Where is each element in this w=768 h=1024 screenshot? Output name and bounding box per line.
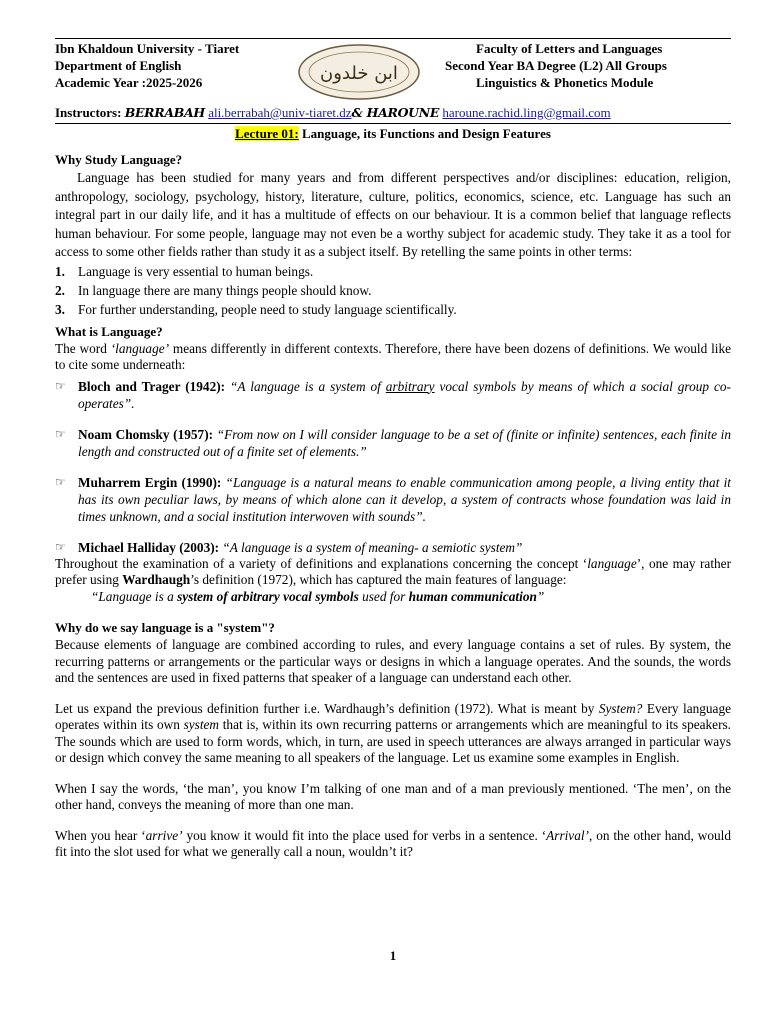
page-header (55, 0, 731, 104)
list-item: 2. In language there are many things people should know. (55, 282, 372, 298)
section-heading: What is Language? (55, 323, 163, 339)
hand-pointer-icon: ☞ (55, 539, 66, 554)
instructor-email-link[interactable]: haroune.rachid.ling@gmail.com (442, 105, 611, 120)
definition-quote: “Language is a system of arbitrary vocal symbols used for human communication” (91, 588, 545, 604)
instructor-name: BERRABAH (124, 105, 205, 120)
section-heading: Why do we say language is a "system"? (55, 620, 275, 635)
paragraph: When I say the words, ‘the man’, you know I’m talking of one man and of a man previously mentioned. ‘The men’, on the other hand, conveys the meaning of more than one man. (55, 780, 731, 812)
header-right (445, 40, 667, 91)
instructors-line (55, 104, 731, 121)
paragraph: Let us expand the previous definition further i.e. Wardhaugh’s definition (1972). What is meant by System? Every language operates within its own system that is, within its own recurring patterns or arrangements which are meaningful to its speakers. The sounds which are used to form words, which, in turn, are used in speech utterances are always arranged in particular ways or design which convey the same meaning to all speakers of the language. Let us examine some examples in English. (55, 700, 732, 765)
module-name: Linguistics & Phonetics Module (476, 75, 654, 90)
definition-item: ☞ Noam Chomsky (1957): “From now on I will consider language to be a set of (finite or infinite) sentences, each finite in length and constructed out of a finite set of elements.” (55, 426, 731, 459)
lecture-title-text: Language, its Functions and Design Features (298, 126, 551, 141)
faculty-name: Faculty of Letters and Languages (476, 41, 663, 56)
section-heading: Why Study Language? (55, 152, 183, 167)
university-name: Ibn Khaldoun University - Tiaret (55, 41, 240, 56)
instructors-label: Instructors: (55, 105, 122, 120)
numbered-list (55, 262, 731, 319)
document-page (55, 0, 732, 963)
paragraph: When you hear ‘arrive’ you know it would fit into the place used for verbs in a sentence. ‘Arrival’, on the other hand, would fit into the slot used for what we generally call a noun, wouldn’t it? (55, 827, 731, 859)
instructor-name: HAROUNE (366, 105, 440, 120)
department-name: Department of English (55, 58, 182, 73)
page-number: 1 (389, 948, 397, 963)
paragraph: The word ‘language’ means differently in different contexts. Therefore, there have been dozens of definitions. We would like to cite some underneath: (55, 340, 732, 372)
hand-pointer-icon: ☞ (55, 426, 66, 441)
svg-text:ابن خلدون: ابن خلدون (320, 63, 398, 84)
lecture-tag: Lecture 01: (235, 126, 299, 141)
academic-year: Academic Year :2025-2026 (55, 75, 203, 90)
paragraph: Because elements of language are combined according to rules, and every language contains a set of rules. By system, the recurring patterns or arrangements or the particular ways or designs in which a language operates. And the sounds, the words and the sentences are used in fixed patterns that speaker of a language can understand each other. (55, 637, 731, 685)
definition-item: ☞ Muharrem Ergin (1990): “Language is a natural means to enable communication among people, a living entity that it has its own peculiar laws, by means of which alone can it develop, a system of contracts whose foundation was laid in times unknown, and a social institution interwoven with sounds”. (55, 474, 731, 524)
header-left (55, 40, 239, 91)
paragraph: Throughout the examination of a variety of definitions and explanations concerning the concept ‘language’, one may rather prefer using Wardhaugh’s definition (1972), which has captured the main features of language: (55, 555, 731, 587)
definition-item: ☞ Bloch and Trager (1942): “A language is a system of arbitrary vocal symbols by means of which a social group co-operates”. (55, 378, 731, 411)
university-logo (297, 44, 421, 100)
definition-item: ☞ Michael Halliday (2003): “A language is a system of meaning- a semiotic system” (55, 539, 523, 555)
divider (55, 123, 731, 124)
list-item: 3. For further understanding, people need to study language scientifically. (55, 301, 457, 317)
degree-level: Second Year BA Degree (L2) All Groups (445, 58, 667, 73)
hand-pointer-icon: ☞ (55, 378, 66, 393)
hand-pointer-icon: ☞ (55, 474, 66, 489)
lecture-title (55, 125, 731, 143)
list-item: 1. Language is very essential to human beings. (55, 263, 314, 279)
paragraph: Language has been studied for many years and from different perspectives and/or disciplines: education, religion, anthropology, sociology, psychology, history, literature, culture, politics, economics, science, etc. Language has such an integral part in our daily life, and it has a multitude of effects on our behaviour. It is a common belief that language reflects human behaviour. For some people, language may not even be a worthy subject for academic study. They take it as a tool for access to some other fields rather than study it as a subject itself. By retelling the same points in other terms: (55, 170, 731, 259)
ampersand: & (351, 105, 367, 120)
instructor-email-link[interactable]: ali.berrabah@univ-tiaret.dz (208, 105, 352, 120)
